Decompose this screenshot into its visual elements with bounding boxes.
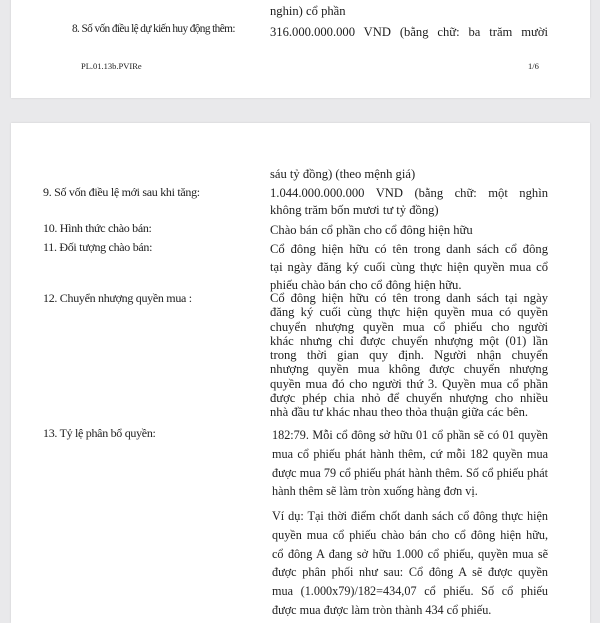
- item-9-value: [270, 185, 548, 219]
- continuation-text: [270, 165, 548, 183]
- item-11-label: 11. Đối tượng chào bán:: [43, 240, 153, 254]
- text-line: đăng ký cuối cùng thực hiện quyền mua có quyền: [270, 305, 548, 320]
- item-13-value: [272, 426, 548, 501]
- text-line: mua (1.000x79)/182=434,07 cổ phiếu. Số cổ phiếu: [272, 584, 548, 599]
- text-line: sáu tỷ đồng) (theo mệnh giá): [270, 167, 416, 181]
- text-line: 316.000.000.000 VND (bằng chữ: ba trăm mười: [270, 25, 548, 39]
- text-line: được mua 79 cổ phiếu phát hành thêm. Số cổ phiếu phát: [272, 465, 548, 480]
- text-line: được phân phối như sau: Cổ đông A sẽ được quyền: [272, 565, 548, 580]
- item-8-value: [270, 23, 548, 41]
- item-9-label: 9. Số vốn điều lệ mới sau khi tăng:: [43, 185, 200, 199]
- text-line: được phép chia nhỏ để chuyển nhượng cho nhiều: [270, 391, 548, 406]
- footer-page-number: 1/6: [528, 61, 539, 71]
- text-line: chuyển nhượng quyền mua cổ phiếu cho người: [270, 319, 548, 334]
- item-11-value: [270, 240, 548, 294]
- text-line: trong thời gian quy định. Người nhận chuyển: [270, 348, 548, 363]
- text-line: Cổ đông hiện hữu có tên trong danh sách tại ngày: [270, 291, 548, 305]
- text-line: nhà đầu tư khác nhau theo thỏa thuận giữa các bên.: [270, 405, 529, 420]
- text-line: Chào bán cổ phần cho cổ đông hiện hữu: [270, 223, 473, 237]
- item-8-label: 8. Số vốn điều lệ dự kiến huy động thêm:: [72, 23, 235, 35]
- footer-doc-code: PL.01.13b.PVIRe: [81, 61, 142, 71]
- item-10-value: [270, 221, 548, 239]
- document-page-2: [11, 123, 590, 623]
- item-13-example: [272, 507, 548, 620]
- text-line: 182:79. Mỗi cổ đông sở hữu 01 cổ phần sẽ có 01 quyền: [272, 428, 548, 442]
- text-line: nghin) cổ phần: [270, 4, 346, 18]
- text-line: không trăm bốn mươi tư tỷ đồng): [270, 203, 439, 217]
- text-line: quyền mua đó cho người thứ 3. Quyền mua cổ phần: [270, 376, 548, 391]
- text-line: khác nhưng chỉ được chuyển nhượng một (01) lần: [270, 333, 548, 348]
- text-line: hành thêm sẽ làm tròn xuống hàng đơn vị.: [272, 484, 478, 499]
- item-10-label: 10. Hình thức chào bán:: [43, 221, 152, 235]
- text-line: quyền mua cổ phiếu chào bán cho cổ đông hiện hữu,: [272, 527, 548, 542]
- text-line: Ví dụ: Tại thời điểm chốt danh sách cổ đông thực hiện: [272, 509, 548, 523]
- text-line: Cổ đông hiện hữu có tên trong danh sách cổ đông: [270, 242, 548, 256]
- text-line: cổ đông A đang sở hữu 1.000 cổ phiếu, quyền mua sẽ: [272, 546, 548, 561]
- item-13-label: 13. Tỷ lệ phân bổ quyền:: [43, 426, 156, 440]
- text-line: tại ngày đăng ký cuối cùng thực hiện quyền mua cổ: [270, 260, 548, 274]
- text-line: được mua được làm tròn thành 434 cổ phiếu.: [272, 602, 492, 617]
- item-12-label: 12. Chuyển nhượng quyền mua :: [43, 291, 192, 305]
- document-page-1: [11, 0, 590, 98]
- text-line: phiếu chào bán cho cổ đông hiện hữu.: [270, 278, 462, 292]
- text-line: mua cổ phiếu phát hành thêm, cứ mỗi 182 quyền mua: [272, 446, 548, 461]
- text-line: 1.044.000.000.000 VND (bằng chữ: một nghìn: [270, 186, 548, 200]
- item-12-value: [270, 291, 548, 420]
- text-line: nhượng quyền mua không được chuyển nhượng: [270, 362, 548, 377]
- continuation-text: [270, 2, 548, 20]
